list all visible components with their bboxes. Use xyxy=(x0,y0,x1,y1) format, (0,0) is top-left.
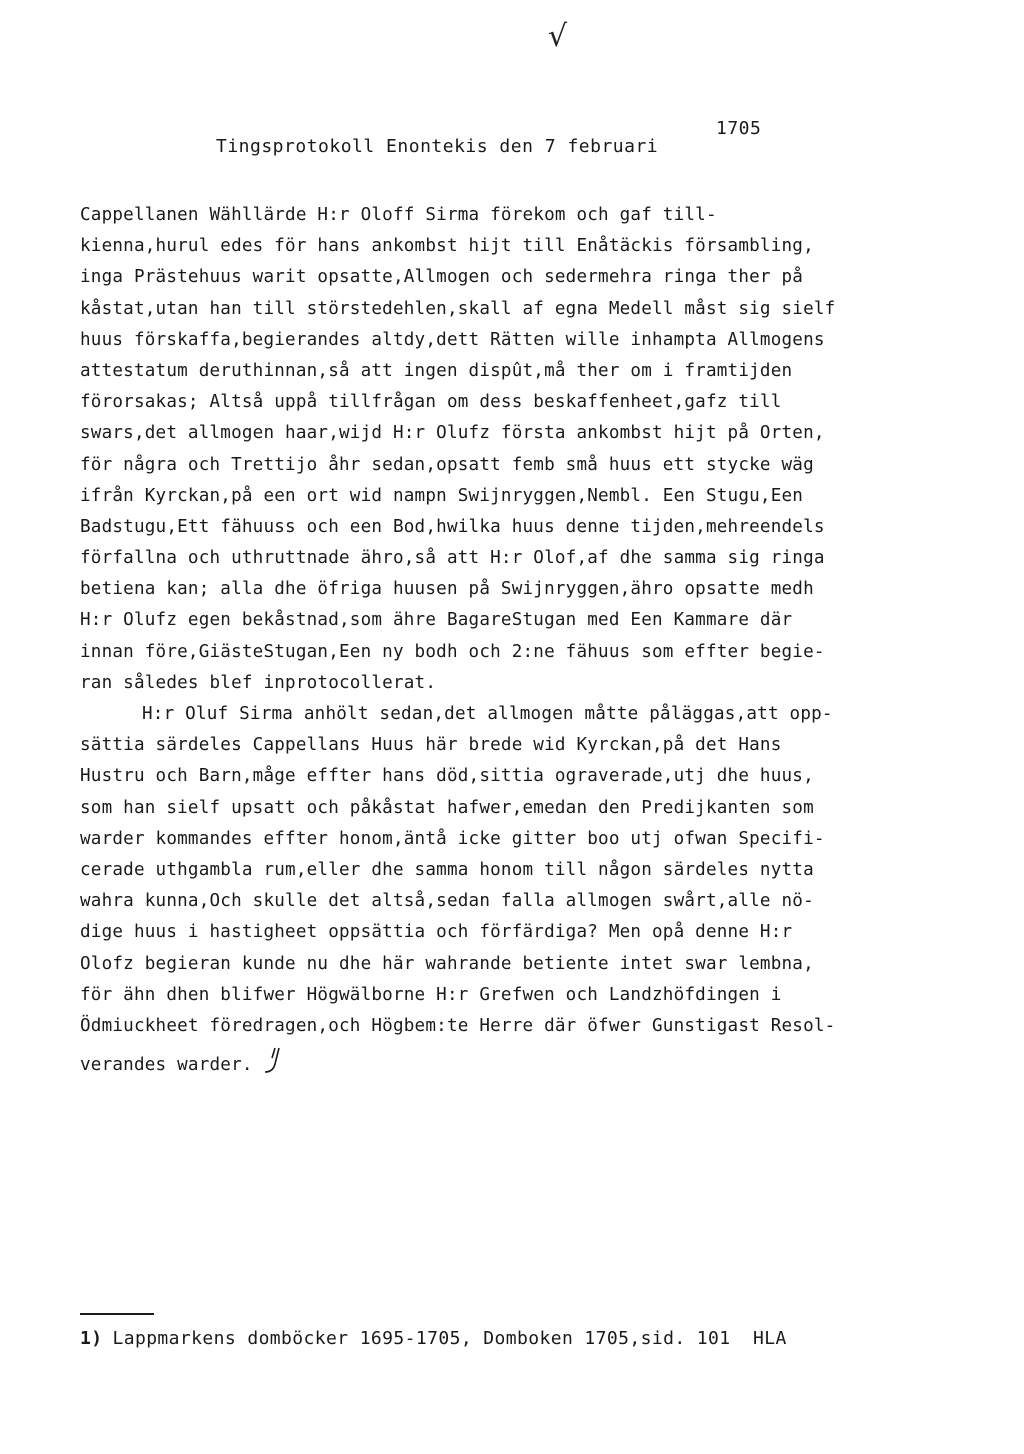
text-line: som han sielf upsatt och påkåstat hafwer,emedan den Predijkanten som xyxy=(80,797,814,818)
text-line: för några och Trettijo åhr sedan,opsatt femb små huus ett stycke wäg xyxy=(80,454,814,475)
text-line: inga Prästehuus warit opsatte,Allmogen och sedermehra ringa ther på xyxy=(80,267,804,288)
text-line: innan före,GiästeStugan,Een ny bodh och 2:ne fähuus som effter begie- xyxy=(80,641,825,662)
text-line: betiena kan; alla dhe öfriga huusen på Swijnryggen,ähro opsatte medh xyxy=(80,579,814,600)
text-line: huus förskaffa,begierandes altdy,dett Rätten wille inhampta Allmogens xyxy=(80,329,825,350)
text-line: Ödmiuckheet föredragen,och Högbem:te Herre där öfwer Gunstigast Resol- xyxy=(80,1015,836,1036)
last-line-text: verandes warder. xyxy=(80,1055,253,1074)
text-line: förfallna och uthruttnade ähro,så att H:r Olof,af dhe samma sig ringa xyxy=(80,548,825,569)
text-line: kåstat,utan han till störstedehlen,skall af egna Medell måst sig sielf xyxy=(80,298,836,319)
text-line: Hustru och Barn,måge effter hans död,sittia ograverade,utj dhe huus, xyxy=(80,766,814,787)
text-line: förorsakas; Altså uppå tillfrågan om dess beskaffenheet,gafz till xyxy=(80,392,782,413)
text-line: kienna,hurul edes för hans ankombst hijt till Enåtäckis försambling, xyxy=(80,236,814,257)
text-line: attestatum deruthinnan,så att ingen dispût,må ther om i framtijden xyxy=(80,360,793,381)
text-line: Badstugu,Ett fähuuss och een Bod,hwilka huus denne tijden,mehreendels xyxy=(80,516,825,537)
check-mark: √ xyxy=(548,19,568,54)
document-title: Tingsprotokoll Enontekis den 7 februari xyxy=(216,136,659,157)
footnote-reference-mark xyxy=(261,1046,283,1073)
footnote-marker: 1) xyxy=(80,1328,103,1349)
footnote-divider xyxy=(80,1313,154,1315)
protocol-body xyxy=(80,200,960,1073)
text-line: ifrån Kyrckan,på een ort wid nampn Swijnryggen,Nembl. Een Stugu,Een xyxy=(80,485,804,506)
text-line: cerade uthgambla rum,eller dhe samma honom till någon särdeles nytta xyxy=(80,859,814,880)
text-line: Olofz begieran kunde nu dhe här wahrande betiente intet swar lembna, xyxy=(80,953,814,974)
text-line: ran således blef inprotocollerat. xyxy=(80,672,437,693)
document-year: 1705 xyxy=(716,118,762,139)
text-line: sättia särdeles Cappellans Huus här brede wid Kyrckan,på det Hans xyxy=(80,735,782,756)
footnote-text: Lappmarkens domböcker 1695-1705, Domboken 1705,sid. 101 HLA xyxy=(112,1328,787,1349)
text-line: wahra kunna,Och skulle det altså,sedan falla allmogen swårt,alle nö- xyxy=(80,891,814,912)
text-line xyxy=(80,1042,960,1073)
text-line: dige huus i hastigheet oppsättia och förfärdiga? Men opå denne H:r xyxy=(80,922,793,943)
footnote xyxy=(80,1326,787,1352)
text-line: swars,det allmogen haar,wijd H:r Olufz första ankombst hijt på Orten, xyxy=(80,423,825,444)
text-line: H:r Olufz egen bekåstnad,som ähre BagareStugan med Een Kammare där xyxy=(80,610,793,631)
text-line: H:r Oluf Sirma anhölt sedan,det allmogen måtte påläggas,att opp- xyxy=(142,704,833,724)
text-line: warder kommandes effter honom,äntå icke gitter boo utj ofwan Specifi- xyxy=(80,828,825,849)
text-line: Cappellanen Wähllärde H:r Oloff Sirma förekom och gaf till- xyxy=(80,205,717,225)
text-line: för ähn dhen blifwer Högwälborne H:r Grefwen och Landzhöfdingen i xyxy=(80,984,782,1005)
